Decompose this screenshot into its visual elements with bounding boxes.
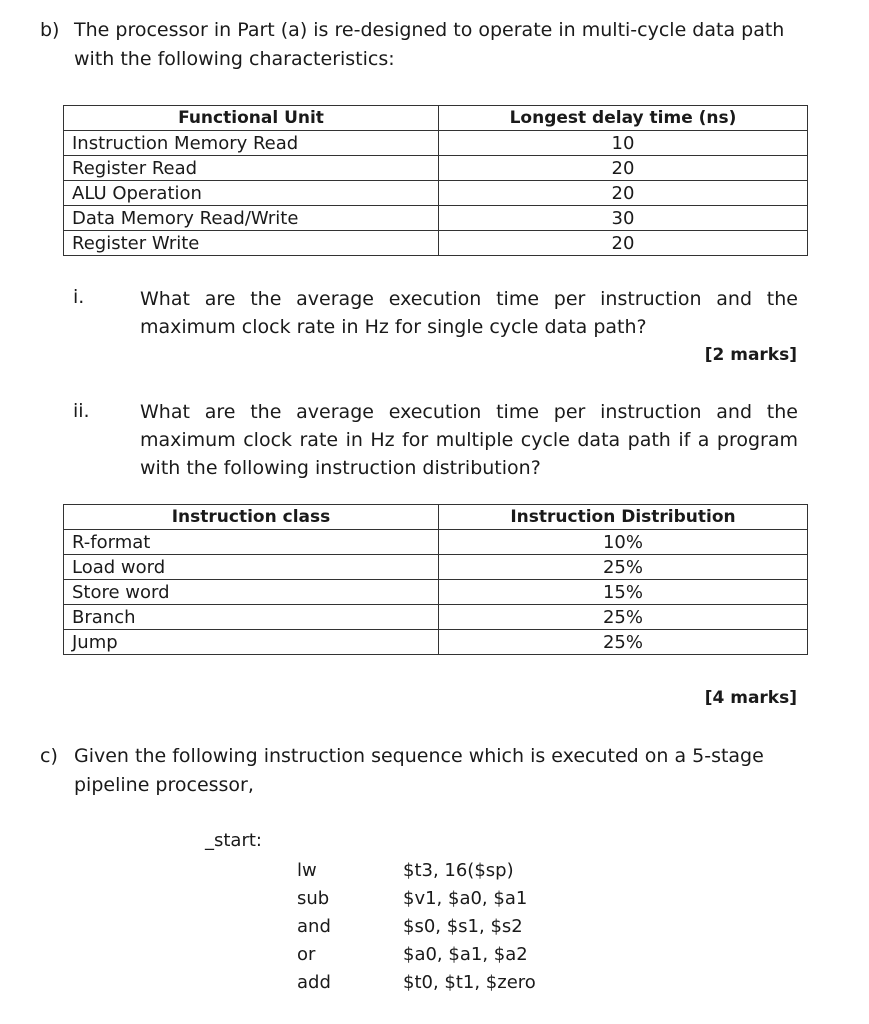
code-args: $v1, $a0, $a1 (403, 888, 528, 909)
code-op: add (297, 972, 331, 993)
unit-cell: ALU Operation (64, 181, 439, 206)
part-c-label: c) (40, 745, 58, 767)
unit-cell: Register Read (64, 156, 439, 181)
class-cell: Store word (64, 580, 439, 605)
part-b-text-line2: with the following characteristics: (74, 48, 395, 70)
code-args: $t0, $t1, $zero (403, 972, 536, 993)
delay-cell: 20 (439, 156, 808, 181)
unit-cell: Instruction Memory Read (64, 131, 439, 156)
question-ii-line1: What are the average execution time per instruction and the (140, 401, 798, 423)
distribution-cell: 10% (439, 530, 808, 555)
question-ii-marks: [4 marks] (704, 688, 797, 708)
code-op: or (297, 944, 316, 965)
delay-cell: 20 (439, 181, 808, 206)
unit-cell: Data Memory Read/Write (64, 206, 439, 231)
question-ii-line2: maximum clock rate in Hz for multiple cycle data path if a program (140, 429, 798, 451)
class-cell: R-format (64, 530, 439, 555)
distribution-cell: 25% (439, 630, 808, 655)
delay-cell: 20 (439, 231, 808, 256)
part-c-text-line2: pipeline processor, (74, 774, 254, 796)
table-row (64, 131, 808, 156)
part-c-intro (40, 742, 840, 802)
question-ii-number: ii. (73, 400, 90, 422)
part-b-intro (40, 16, 840, 76)
part-c-text (74, 742, 814, 800)
question-i-number: i. (73, 286, 85, 308)
class-cell: Load word (64, 555, 439, 580)
code-args: $s0, $s1, $s2 (403, 916, 523, 937)
code-op: and (297, 916, 331, 937)
table-header-row (64, 505, 808, 530)
table-header-row (64, 106, 808, 131)
code-args: $t3, 16($sp) (403, 860, 514, 881)
instruction-distribution-table (63, 504, 808, 655)
table-row (64, 630, 808, 655)
part-b-text-line1: The processor in Part (a) is re-designed to operate in multi-cycle data path (74, 19, 785, 41)
column-header-instruction-class: Instruction class (64, 505, 439, 530)
column-header-distribution: Instruction Distribution (439, 505, 808, 530)
unit-cell: Register Write (64, 231, 439, 256)
question-i-text (140, 285, 798, 341)
delay-cell: 10 (439, 131, 808, 156)
delay-cell: 30 (439, 206, 808, 231)
question-ii-line3: with the following instruction distribution? (140, 457, 541, 479)
question-i-marks: [2 marks] (704, 345, 797, 365)
table-row (64, 181, 808, 206)
table-row (64, 156, 808, 181)
code-label: _start: (205, 830, 262, 851)
column-header-functional-unit: Functional Unit (64, 106, 439, 131)
distribution-cell: 25% (439, 555, 808, 580)
code-args: $a0, $a1, $a2 (403, 944, 528, 965)
class-cell: Jump (64, 630, 439, 655)
column-header-delay: Longest delay time (ns) (439, 106, 808, 131)
table-row (64, 580, 808, 605)
code-op: sub (297, 888, 330, 909)
question-i-line1: What are the average execution time per instruction and the (140, 288, 798, 310)
table-row (64, 555, 808, 580)
part-c-text-line1: Given the following instruction sequence which is executed on a 5-stage (74, 745, 764, 767)
part-b-label: b) (40, 19, 60, 41)
table-row (64, 605, 808, 630)
class-cell: Branch (64, 605, 439, 630)
table-row (64, 530, 808, 555)
part-b-text (74, 16, 814, 74)
code-op: lw (297, 860, 317, 881)
table-row (64, 231, 808, 256)
question-i-line2: maximum clock rate in Hz for single cycle data path? (140, 316, 647, 338)
question-ii-text (140, 398, 798, 482)
distribution-cell: 15% (439, 580, 808, 605)
functional-unit-table (63, 105, 808, 256)
distribution-cell: 25% (439, 605, 808, 630)
table-row (64, 206, 808, 231)
